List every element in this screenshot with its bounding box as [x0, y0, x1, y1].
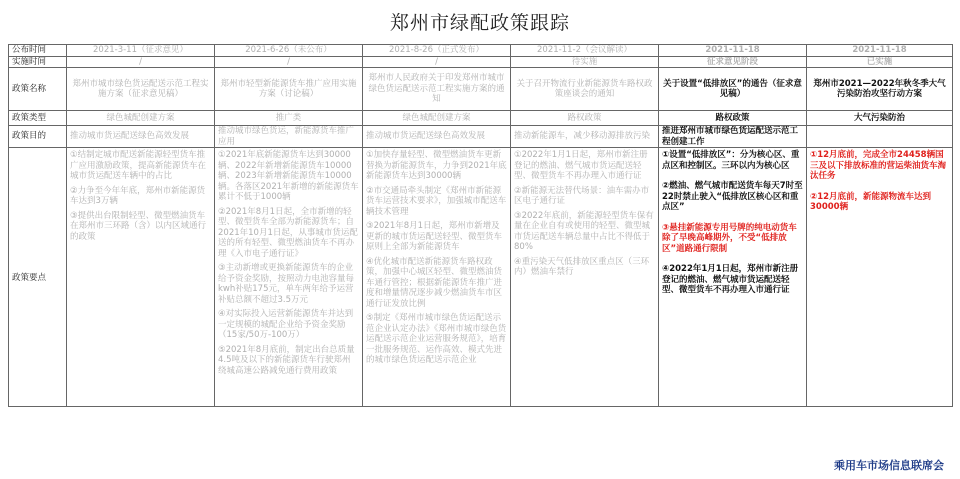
row-policy-points	[9, 148, 953, 407]
cell-type: 大气污染防治	[807, 111, 953, 126]
policy-point: ①设置“低排放区”：分为核心区、重点区和控制区。三环以内为核心区	[662, 150, 800, 171]
cell-stage: 征求意见阶段	[659, 56, 807, 68]
policy-point: ④重污染天气低排放区重点区（三环内）燃油车禁行	[514, 256, 650, 277]
policy-point: ①2021年底新能源货车达到30000辆、2022年新增新能源货车10000辆、2023年新增新能源货车10000辆。各落区2021年新增的新能源货车累计不低于1000辆	[218, 150, 359, 202]
row-label: 政策名称	[9, 68, 67, 111]
cell-goal: 推动新能源车，减少移动源排放污染	[511, 126, 659, 148]
policy-point: ②新能源无法替代场景：油车需办市区电子通行证	[514, 185, 650, 206]
policy-table	[8, 44, 953, 407]
cell-goal: 推进郑州市城市绿色货运配送示范工程创建工作	[659, 126, 807, 148]
cell-goal: 推动城市货运配送绿色高效发展	[67, 126, 215, 148]
policy-point: ②市交通局牵头制定《郑州市新能源货车运营技术要求》，加强城市配送车辆技术管理	[366, 185, 507, 217]
cell-type: 路权政策	[659, 111, 807, 126]
cell-goal	[807, 126, 953, 148]
cell-points	[511, 148, 659, 407]
policy-point: ④对实际投入运营新能源货车并达到一定规模的城配企业给予资金奖励（15家/50万-100万）	[218, 309, 354, 340]
cell-points	[215, 148, 363, 407]
policy-point: ①2022年1月1日起，郑州市新注册登记的燃油、燃气城市货运配送轻型、微型货车不再办理入市通行证	[514, 150, 648, 181]
cell-stage: /	[363, 56, 511, 68]
cell-stage: /	[215, 56, 363, 68]
cell-stage: /	[67, 56, 215, 68]
cell-type: 路权政策	[511, 111, 659, 126]
cell-goal: 推动城市绿色货运，新能源货车推广应用	[215, 126, 363, 148]
row-label: 实施时间	[9, 56, 67, 68]
policy-point: ①结制定城市配送新能源轻型货车推广应用激励政策，提高新能源货车在城市货运配送车辆中的占比	[70, 150, 207, 181]
policy-point: ②燃油、燃气城市配送货车每天7时至22时禁止驶入“低排放区核心区和重点区”	[662, 181, 803, 212]
row-label: 政策类型	[9, 111, 67, 126]
row-label: 公布时间	[9, 45, 67, 57]
cell-points	[659, 148, 807, 407]
cell-name: 郑州市轻型新能源货车推广应用实施方案（讨论稿）	[215, 68, 363, 111]
cell-date: 2021-6-26（未公布）	[215, 45, 363, 57]
cell-stage: 待实施	[511, 56, 659, 68]
policy-point: ②2021年8月1日起，全市新增的轻型、微型货车全部为新能源货车；自2021年10月1日起，从事城市货运配送的所有轻型、微型燃油货车不再办理《入市电子通行证》	[218, 206, 358, 259]
policy-point: ①加快存量轻型、微型燃油货车更新替换为新能源货车，力争到2021年底新能源货车达到30000辆	[366, 150, 507, 181]
cell-name: 关于设置“低排放区”的通告（征求意见稿）	[659, 68, 807, 111]
page-title: 郑州市绿配政策跟踪	[389, 12, 570, 34]
policy-point: ④优化城市配送新能源货车路权政策，加强中心城区轻型、微型燃油货车通行管控；根据新能源货车推广进度和增量情况逐步减少燃油货车市区通行证发放比例	[366, 256, 503, 309]
cell-date: 2021-8-26（正式发布）	[363, 45, 511, 57]
row-label: 政策要点	[9, 148, 67, 407]
row-policy-name	[9, 68, 953, 111]
cell-goal: 推动城市货运配送绿色高效发展	[363, 126, 511, 148]
row-publish-date	[9, 45, 953, 57]
cell-points	[67, 148, 215, 407]
row-label: 政策目的	[9, 126, 67, 148]
policy-point: ⑤2021年8月底前，制定出台总质量4.5吨及以下的新能源货车行驶郑州绕城高速公路减免通行费用政策	[218, 344, 355, 376]
cell-date: 2021-11-18	[659, 45, 807, 57]
policy-point: ①12月底前，完成全市24458辆国三及以下排放标准的营运柴油货车淘汰任务	[810, 150, 947, 181]
policy-point: ④2022年1月1日起，郑州市新注册登记的燃油、燃气城市货运配送轻型、微型货车不再办理入市通行证	[662, 264, 799, 295]
row-policy-goal	[9, 126, 953, 148]
policy-point: ③主动新增或更换新能源货车的企业给予资金奖励，按照动力电池容量每kwh补贴175元，单车两年给予运营补贴总额不超过3.5万元	[218, 263, 355, 305]
policy-point: ③2021年8月1日起，郑州市新增及更新的城市货运配送轻型、微型货车原则上全部为新能源货车	[366, 221, 503, 252]
cell-date: 2021-11-18	[807, 45, 953, 57]
policy-point: ③2022年底前，新能源轻型货车保有量在企业自有或使用的轻型、微型城市货运配送车辆总量中占比不得低于80%	[514, 210, 654, 252]
policy-point: ③提供出台限制轻型、微型燃油货车在郑州市三环路（含）以内区域通行的政策	[70, 210, 207, 242]
policy-point: ⑤制定《郑州市城市绿色货运配送示范企业认定办法》《郑州市城市绿色货运配送示范企业运营服务规范》，培育一批服务规范、运作高效、模式先进的城市绿色货运配送示范企业	[366, 313, 507, 365]
cell-points	[807, 148, 953, 407]
cell-name: 郑州市城市绿色货运配送示范工程实施方案（征求意见稿）	[67, 68, 215, 111]
cell-date: 2021-11-2（会议解读）	[511, 45, 659, 57]
policy-point: ②力争至今年年底，郑州市新能源货车达到3万辆	[70, 185, 206, 206]
cell-type: 绿色城配创建方案	[67, 111, 215, 126]
cell-name: 郑州市人民政府关于印发郑州市城市绿色货运配送示范工程实施方案的通知	[363, 68, 511, 111]
cell-name: 郑州市2021—2022年秋冬季大气污染防治攻坚行动方案	[807, 68, 953, 111]
source-footer: 乘用车市场信息联席会	[834, 459, 944, 472]
cell-type: 绿色城配创建方案	[363, 111, 511, 126]
row-policy-type	[9, 111, 953, 126]
cell-date: 2021-3-11（征求意见）	[67, 45, 215, 57]
cell-type: 推广类	[215, 111, 363, 126]
policy-point: ②12月底前，新能源物流车达到30000辆	[810, 191, 932, 212]
cell-name: 关于召开物流行业新能源货车路权政策座谈会的通知	[511, 68, 659, 111]
policy-point: ③悬挂新能源专用号牌的纯电动货车除了早晚高峰期外，不受“低排放区”道路通行限制	[662, 222, 797, 254]
cell-points	[363, 148, 511, 407]
cell-stage: 已实施	[807, 56, 953, 68]
row-implement-time	[9, 56, 953, 68]
